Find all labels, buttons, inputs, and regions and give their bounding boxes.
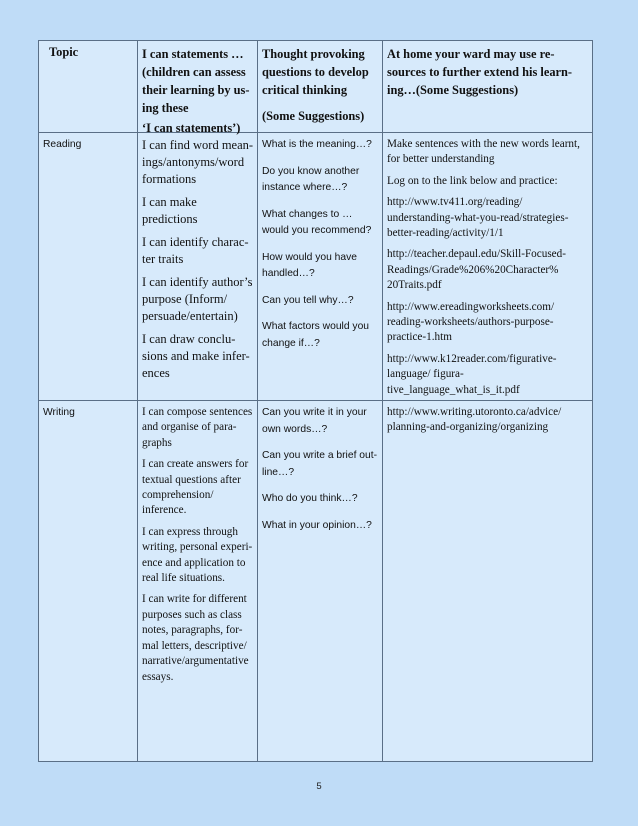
header-statements-line: their learning by us- <box>142 83 250 97</box>
header-statements-line: I can statements … <box>142 47 244 61</box>
question-item: What factors would you change if…? <box>262 321 370 349</box>
statements-cell <box>138 401 258 761</box>
header-topic-label: Topic <box>49 45 79 59</box>
home-item: Make sentences with the new words learnt, for better understanding <box>387 138 580 166</box>
page-number: 5 <box>316 781 322 792</box>
statement-item: I can identify charac- ter traits <box>142 235 249 266</box>
row-topic-label: Reading <box>43 139 82 150</box>
header-questions-note: (Some Suggestions) <box>262 109 365 123</box>
header-home-line: sources to further extend his learn- <box>387 65 573 79</box>
header-questions-line: questions to develop <box>262 65 369 79</box>
home-resources-cell <box>383 401 592 761</box>
resource-link[interactable]: http://www.writing.utoronto.ca/advice/ planning-and-organizing/organizing <box>387 406 562 434</box>
curriculum-table <box>38 40 593 762</box>
question-item: Do you know another instance where…? <box>262 165 360 193</box>
home-item: Log on to the link below and practice: <box>387 174 558 187</box>
header-statements-line: (children can assess <box>142 65 246 79</box>
header-statements-line: ing these <box>142 101 189 115</box>
question-item: What in your opinion…? <box>262 519 372 531</box>
resource-link[interactable]: http://www.tv411.org/reading/ understanding-what-you-read/strategies- better-reading/activity/1/1 <box>387 196 569 240</box>
statement-item: I can find word mean- ings/antonyms/word formations <box>142 138 254 186</box>
header-statements <box>138 41 258 135</box>
question-item: How would you have handled…? <box>262 251 358 279</box>
header-statements-quote: ‘I can statements’) <box>142 121 241 135</box>
header-questions-line: Thought provoking <box>262 47 365 61</box>
question-item: Can you write a brief out- line…? <box>262 450 378 478</box>
questions-cell <box>258 401 383 761</box>
resource-link[interactable]: http://www.ereadingworksheets.com/ reading-worksheets/authors-purpose- practice-1.htm <box>387 300 555 344</box>
statement-item: I can create answers for textual questions after comprehension/ inference. <box>142 458 249 517</box>
statement-item: I can write for different purposes such as class notes, paragraphs, for- mal letters, descriptive/ narrative/argumentative essays. <box>142 593 249 683</box>
statement-item: I can identify author’s purpose (Inform/ persuade/entertain) <box>142 275 253 323</box>
header-home-line: ing…(Some Suggestions) <box>387 83 519 97</box>
table-row-reading <box>39 133 592 401</box>
table-row-writing <box>39 401 592 761</box>
question-item: Can you tell why…? <box>262 294 354 306</box>
row-topic <box>39 133 138 400</box>
resource-link[interactable]: http://teacher.depaul.edu/Skill-Focused- Readings/Grade%206%20Character% 20Traits.pdf <box>387 248 566 292</box>
header-questions <box>258 41 383 132</box>
statement-item: I can make predictions <box>142 195 198 226</box>
statements-cell <box>138 133 258 400</box>
header-home-line: At home your ward may use re- <box>387 47 555 61</box>
question-item: What changes to … would you recommend? <box>262 208 372 236</box>
header-home <box>383 41 592 132</box>
row-topic <box>39 401 138 761</box>
question-item: Can you write it in your own words…? <box>262 407 367 435</box>
statement-item: I can express through writing, personal experi- ence and application to real life situations. <box>142 525 253 585</box>
resource-link[interactable]: http://www.k12reader.com/figurative- language/ figura- tive_language_what_is_it.pdf <box>387 352 557 396</box>
home-resources-cell <box>383 133 592 400</box>
question-item: Who do you think…? <box>262 493 358 504</box>
header-questions-line: critical thinking <box>262 83 348 97</box>
statement-item: I can compose sentences and organise of para- graphs <box>142 406 253 449</box>
header-topic <box>39 41 138 132</box>
statement-item: I can draw conclu- sions and make infer- ences <box>142 332 250 380</box>
row-topic-label: Writing <box>43 407 75 418</box>
questions-cell <box>258 133 383 400</box>
table-header-row <box>39 41 592 133</box>
question-item: What is the meaning…? <box>262 139 372 150</box>
